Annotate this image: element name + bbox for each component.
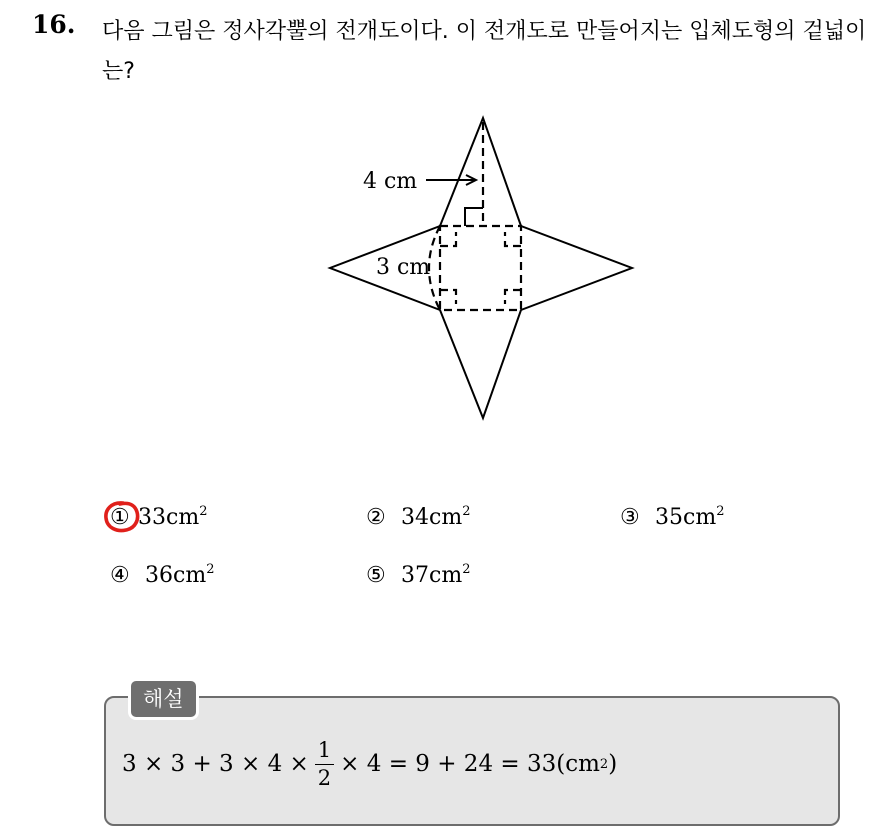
side-arc: [429, 226, 440, 310]
corner-marks: [440, 232, 521, 304]
formula-exponent: 2: [599, 756, 609, 772]
choice-value: 36cm: [145, 563, 207, 588]
choice-mark: ⑤: [366, 563, 386, 588]
explanation-title: 해설: [128, 678, 199, 720]
question-number: 16.: [32, 10, 76, 39]
choice-mark: ③: [620, 505, 640, 530]
choice-exponent: 2: [199, 504, 208, 519]
choice-5[interactable]: [366, 562, 470, 588]
choice-4[interactable]: [110, 562, 214, 588]
fraction: [315, 737, 334, 790]
side-label: 3 cm: [376, 255, 431, 280]
formula-part2: × 4 = 9 + 24 = 33(cm: [340, 751, 600, 777]
right-angle-mark: [465, 208, 483, 226]
formula-close: ): [608, 751, 618, 777]
square-base: [440, 226, 521, 310]
height-label: 4 cm: [363, 169, 418, 194]
choice-3[interactable]: [620, 504, 724, 530]
fraction-numerator: 1: [315, 740, 334, 765]
pyramid-net-figure: [310, 100, 650, 430]
choice-mark: ①: [110, 505, 130, 530]
choice-1[interactable]: [110, 504, 207, 530]
choice-mark: ④: [110, 563, 130, 588]
choice-value: 35cm: [655, 505, 717, 530]
choice-2[interactable]: [366, 504, 470, 530]
choice-value: 33cm: [138, 505, 200, 530]
choice-exponent: 2: [462, 504, 471, 519]
choice-mark: ②: [366, 505, 386, 530]
choice-exponent: 2: [462, 562, 471, 577]
question-text: 다음 그림은 정사각뿔의 전개도이다. 이 전개도로 만들어지는 입체도형의 겉넓이는?: [102, 19, 867, 84]
explanation-formula: [122, 734, 617, 794]
choice-exponent: 2: [716, 504, 725, 519]
formula-part1: 3 × 3 + 3 × 4 ×: [122, 751, 309, 777]
choice-exponent: 2: [206, 562, 215, 577]
choice-value: 34cm: [401, 505, 463, 530]
fraction-denominator: 2: [317, 765, 332, 790]
choice-value: 37cm: [401, 563, 463, 588]
